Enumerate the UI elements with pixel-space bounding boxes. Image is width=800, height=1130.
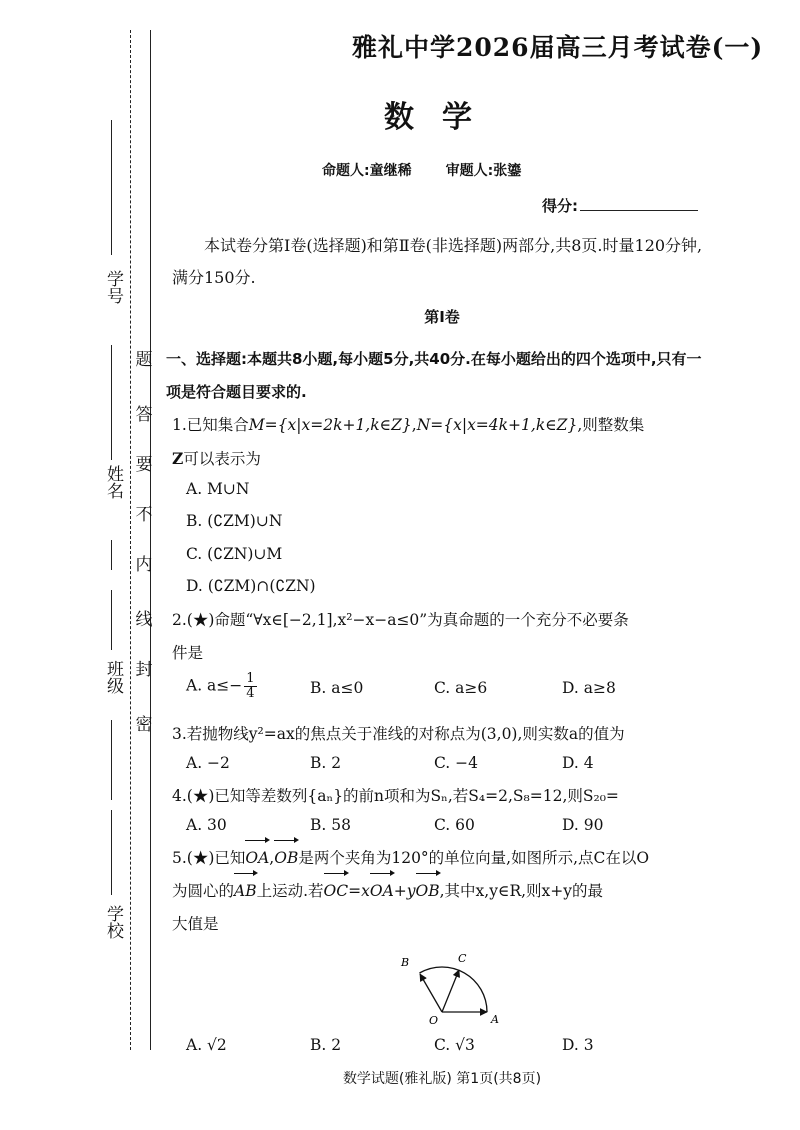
option-1b[interactable]: B. (∁ZM)∪N [186, 512, 283, 530]
authors [322, 160, 521, 180]
score-label: 得分: [542, 197, 578, 215]
question-2: 2.(★)命题“∀x∈[−2,1],x²−x−a≤0”为真命题的一个充分不必要条 件是 [172, 611, 629, 662]
author: 命题人:童继稀 [322, 163, 412, 179]
label-a: A [491, 1013, 499, 1025]
field-name[interactable] [100, 345, 124, 570]
option-2c[interactable]: C. a≥6 [434, 679, 488, 697]
seal-char: 密 [135, 715, 153, 735]
seal-char: 封 [135, 660, 153, 680]
vector-figure [387, 940, 507, 1025]
score-blank[interactable] [580, 196, 698, 211]
field-line [111, 540, 112, 570]
field-school[interactable] [100, 810, 124, 960]
option-2b[interactable]: B. a≤0 [310, 679, 364, 697]
field-label: 班级 [103, 660, 123, 694]
field-label: 学校 [103, 905, 123, 939]
exam-intro: 本试卷分第Ⅰ卷(选择题)和第Ⅱ卷(非选择题)两部分,共8页.时量120分钟,满分150分. [172, 236, 703, 287]
seal-char: 要 [135, 455, 153, 475]
option-4a[interactable]: A. 30 [186, 816, 227, 834]
score-field[interactable] [542, 195, 698, 216]
option-4c[interactable]: C. 60 [434, 816, 475, 834]
exam-page [166, 0, 764, 1130]
option-4d[interactable]: D. 90 [562, 816, 604, 834]
seal-char: 不 [135, 505, 153, 525]
field-line [111, 720, 112, 800]
option-3a[interactable]: A. −2 [186, 754, 230, 772]
question-1: 1.已知集合M={x|x=2k+1,k∈Z},N={x|x=4k+1,k∈Z},则整数集 Z可以表示为 [172, 416, 645, 468]
option-5b[interactable]: B. 2 [310, 1036, 342, 1054]
option-5d[interactable]: D. 3 [562, 1036, 594, 1054]
reviewer: 审题人:张鎏 [445, 163, 522, 179]
field-student-id[interactable] [100, 120, 124, 340]
option-3d[interactable]: D. 4 [562, 754, 594, 772]
seal-line [150, 30, 151, 1050]
question-5: 5.(★)已知OA,OB是两个夹角为120°的单位向量,如图所示,点C在以O 为圆心的AB上运动.若OC=xOA+yOB,其中x,y∈R,则x+y的最 大值是 [172, 842, 707, 941]
option-3c[interactable]: C. −4 [434, 754, 479, 772]
section-title: 第Ⅰ卷 [424, 308, 460, 326]
option-4b[interactable]: B. 58 [310, 816, 351, 834]
label-o: O [429, 1014, 439, 1025]
field-line [111, 345, 112, 460]
question-4: 4.(★)已知等差数列{aₙ}的前n项和为Sₙ,若S₄=2,S₈=12,则S₂₀= [172, 787, 619, 805]
label-c: C [458, 952, 467, 965]
page-footer: 数学试题(雅礼版) 第1页(共8页) [342, 1071, 542, 1087]
vector-oc [442, 970, 459, 1012]
option-2a[interactable]: A. a≤− $\frac{1}{4}$ [186, 671, 255, 701]
part-heading: 一、选择题:本题共8小题,每小题5分,共40分.在每小题给出的四个选项中,只有一项是符合题目要求的. [166, 350, 702, 401]
option-1c[interactable]: C. (∁ZN)∪M [186, 545, 283, 563]
option-1a[interactable]: A. M∪N [186, 480, 250, 498]
field-label: 姓名 [103, 465, 123, 499]
option-3b[interactable]: B. 2 [310, 754, 342, 772]
field-line [111, 810, 112, 895]
seal-char: 内 [135, 555, 153, 575]
cut-line [130, 30, 131, 1050]
seal-char: 题 [135, 350, 153, 370]
option-5a[interactable]: A. √2 [186, 1036, 227, 1054]
field-line [111, 120, 112, 255]
option-1d[interactable]: D. (∁ZM)∩(∁ZN) [186, 577, 316, 595]
seal-char: 线 [135, 610, 153, 630]
seal-char: 答 [135, 405, 153, 425]
option-5c[interactable]: C. √3 [434, 1036, 475, 1054]
question-3: 3.若抛物线y²=ax的焦点关于准线的对称点为(3,0),则实数a的值为 [172, 725, 625, 743]
fraction: $\frac{1}{4}$ [246, 671, 255, 701]
school-title: 雅礼中学2026届高三月考试卷(一) [352, 33, 764, 62]
field-label: 学号 [103, 270, 123, 304]
field-class[interactable] [100, 590, 124, 800]
label-b: B [401, 956, 410, 969]
binding-margin [0, 0, 160, 1130]
field-line [111, 590, 112, 650]
option-2d[interactable]: D. a≥8 [562, 679, 616, 697]
subject-title: 数学 [384, 100, 500, 135]
vector-ob [420, 974, 442, 1012]
